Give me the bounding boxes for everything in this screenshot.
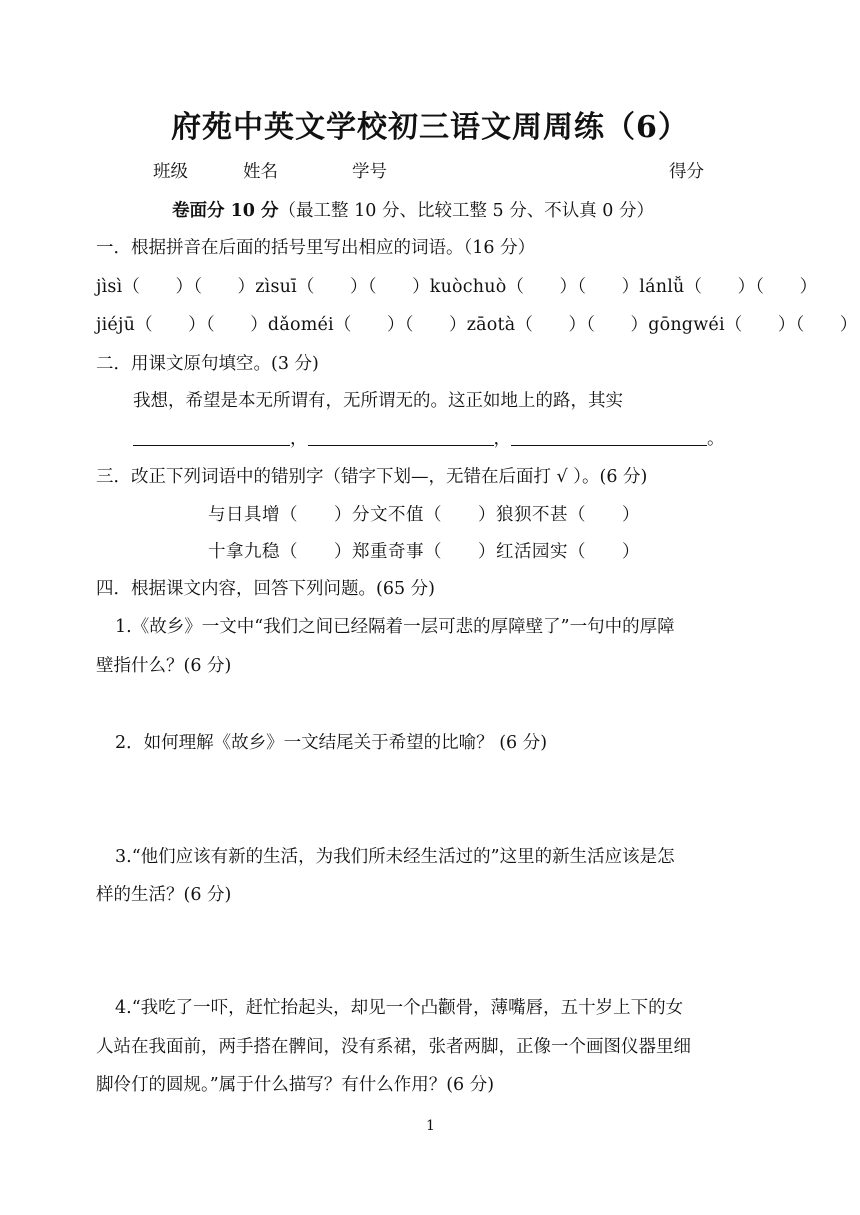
- section4-heading: 四．根据课文内容，回答下列问题。(65 分): [96, 579, 435, 599]
- neatness-note: [172, 197, 654, 222]
- section3-heading: 三．改正下列词语中的错别字（错字下划—，无错在后面打 √ ）。(6 分): [96, 467, 648, 487]
- pinyin-row-2: jiéjū（ ）（ ）dǎoméi（ ）（ ）zāotà（ ）（ ）gōngwéi（ ）（ ）: [96, 315, 858, 335]
- question-3-line-1: 3.“他们应该有新的生活，为我们所未经生活过的”这里的新生活应该是怎: [115, 847, 675, 867]
- fill-blank-2[interactable]: [308, 427, 494, 446]
- page-title: 府苑中英文学校初三语文周周练（6）: [171, 110, 689, 145]
- question-1-line-1: 1.《故乡》一文中“我们之间已经隔着一层可悲的厚障壁了”一句中的厚障: [115, 617, 675, 637]
- fill-sentence: 我想，希望是本无所谓有，无所谓无的。这正如地上的路，其实: [133, 391, 623, 411]
- page-number: 1: [426, 1118, 435, 1134]
- student-number-label: 学号: [352, 162, 387, 182]
- fill-end: 。: [707, 429, 725, 449]
- question-2-line-1: 2．如何理解《故乡》一文结尾关于希望的比喻？ (6 分): [115, 733, 548, 753]
- score-label: 得分: [669, 162, 704, 182]
- question-4-line-1: 4.“我吃了一吓，赶忙抬起头，却见一个凸颧骨，薄嘴唇，五十岁上下的女: [115, 998, 684, 1018]
- question-1-line-2: 壁指什么？(6 分): [96, 656, 232, 676]
- question-3-line-2: 样的生活？(6 分): [96, 885, 232, 905]
- fill-separator-1: ，: [290, 429, 308, 449]
- fill-blank-1[interactable]: [133, 427, 290, 446]
- question-4-line-2: 人站在我面前，两手搭在髀间，没有系裙，张者两脚，正像一个画图仪器里细: [96, 1037, 691, 1057]
- fill-blank-3[interactable]: [511, 427, 707, 446]
- typo-row-1: 与日具增（ ）分文不值（ ）狼狈不甚（ ）: [208, 505, 640, 525]
- neatness-note-rest: （最工整 10 分、比较工整 5 分、不认真 0 分）: [278, 201, 654, 221]
- fill-separator-2: ，: [493, 429, 511, 449]
- question-4-line-3: 脚伶仃的圆规。”属于什么描写？有什么作用？(6 分): [96, 1075, 495, 1095]
- neatness-note-bold: 卷面分 10 分: [172, 201, 279, 221]
- fill-blanks-row: [133, 425, 725, 450]
- section2-heading: 二．用课文原句填空。(3 分): [96, 354, 319, 374]
- class-label: 班级: [153, 162, 188, 182]
- typo-row-2: 十拿九稳（ ）郑重奇事（ ）红活园实（ ）: [208, 542, 640, 562]
- section1-heading: 一．根据拼音在后面的括号里写出相应的词语。（16 分）: [96, 238, 536, 258]
- name-label: 姓名: [243, 162, 278, 182]
- pinyin-row-1: jìsì（ ）（ ）zìsuī（ ）（ ）kuòchuò（ ）（ ）lánlǚ（ ）（ ）: [96, 277, 818, 297]
